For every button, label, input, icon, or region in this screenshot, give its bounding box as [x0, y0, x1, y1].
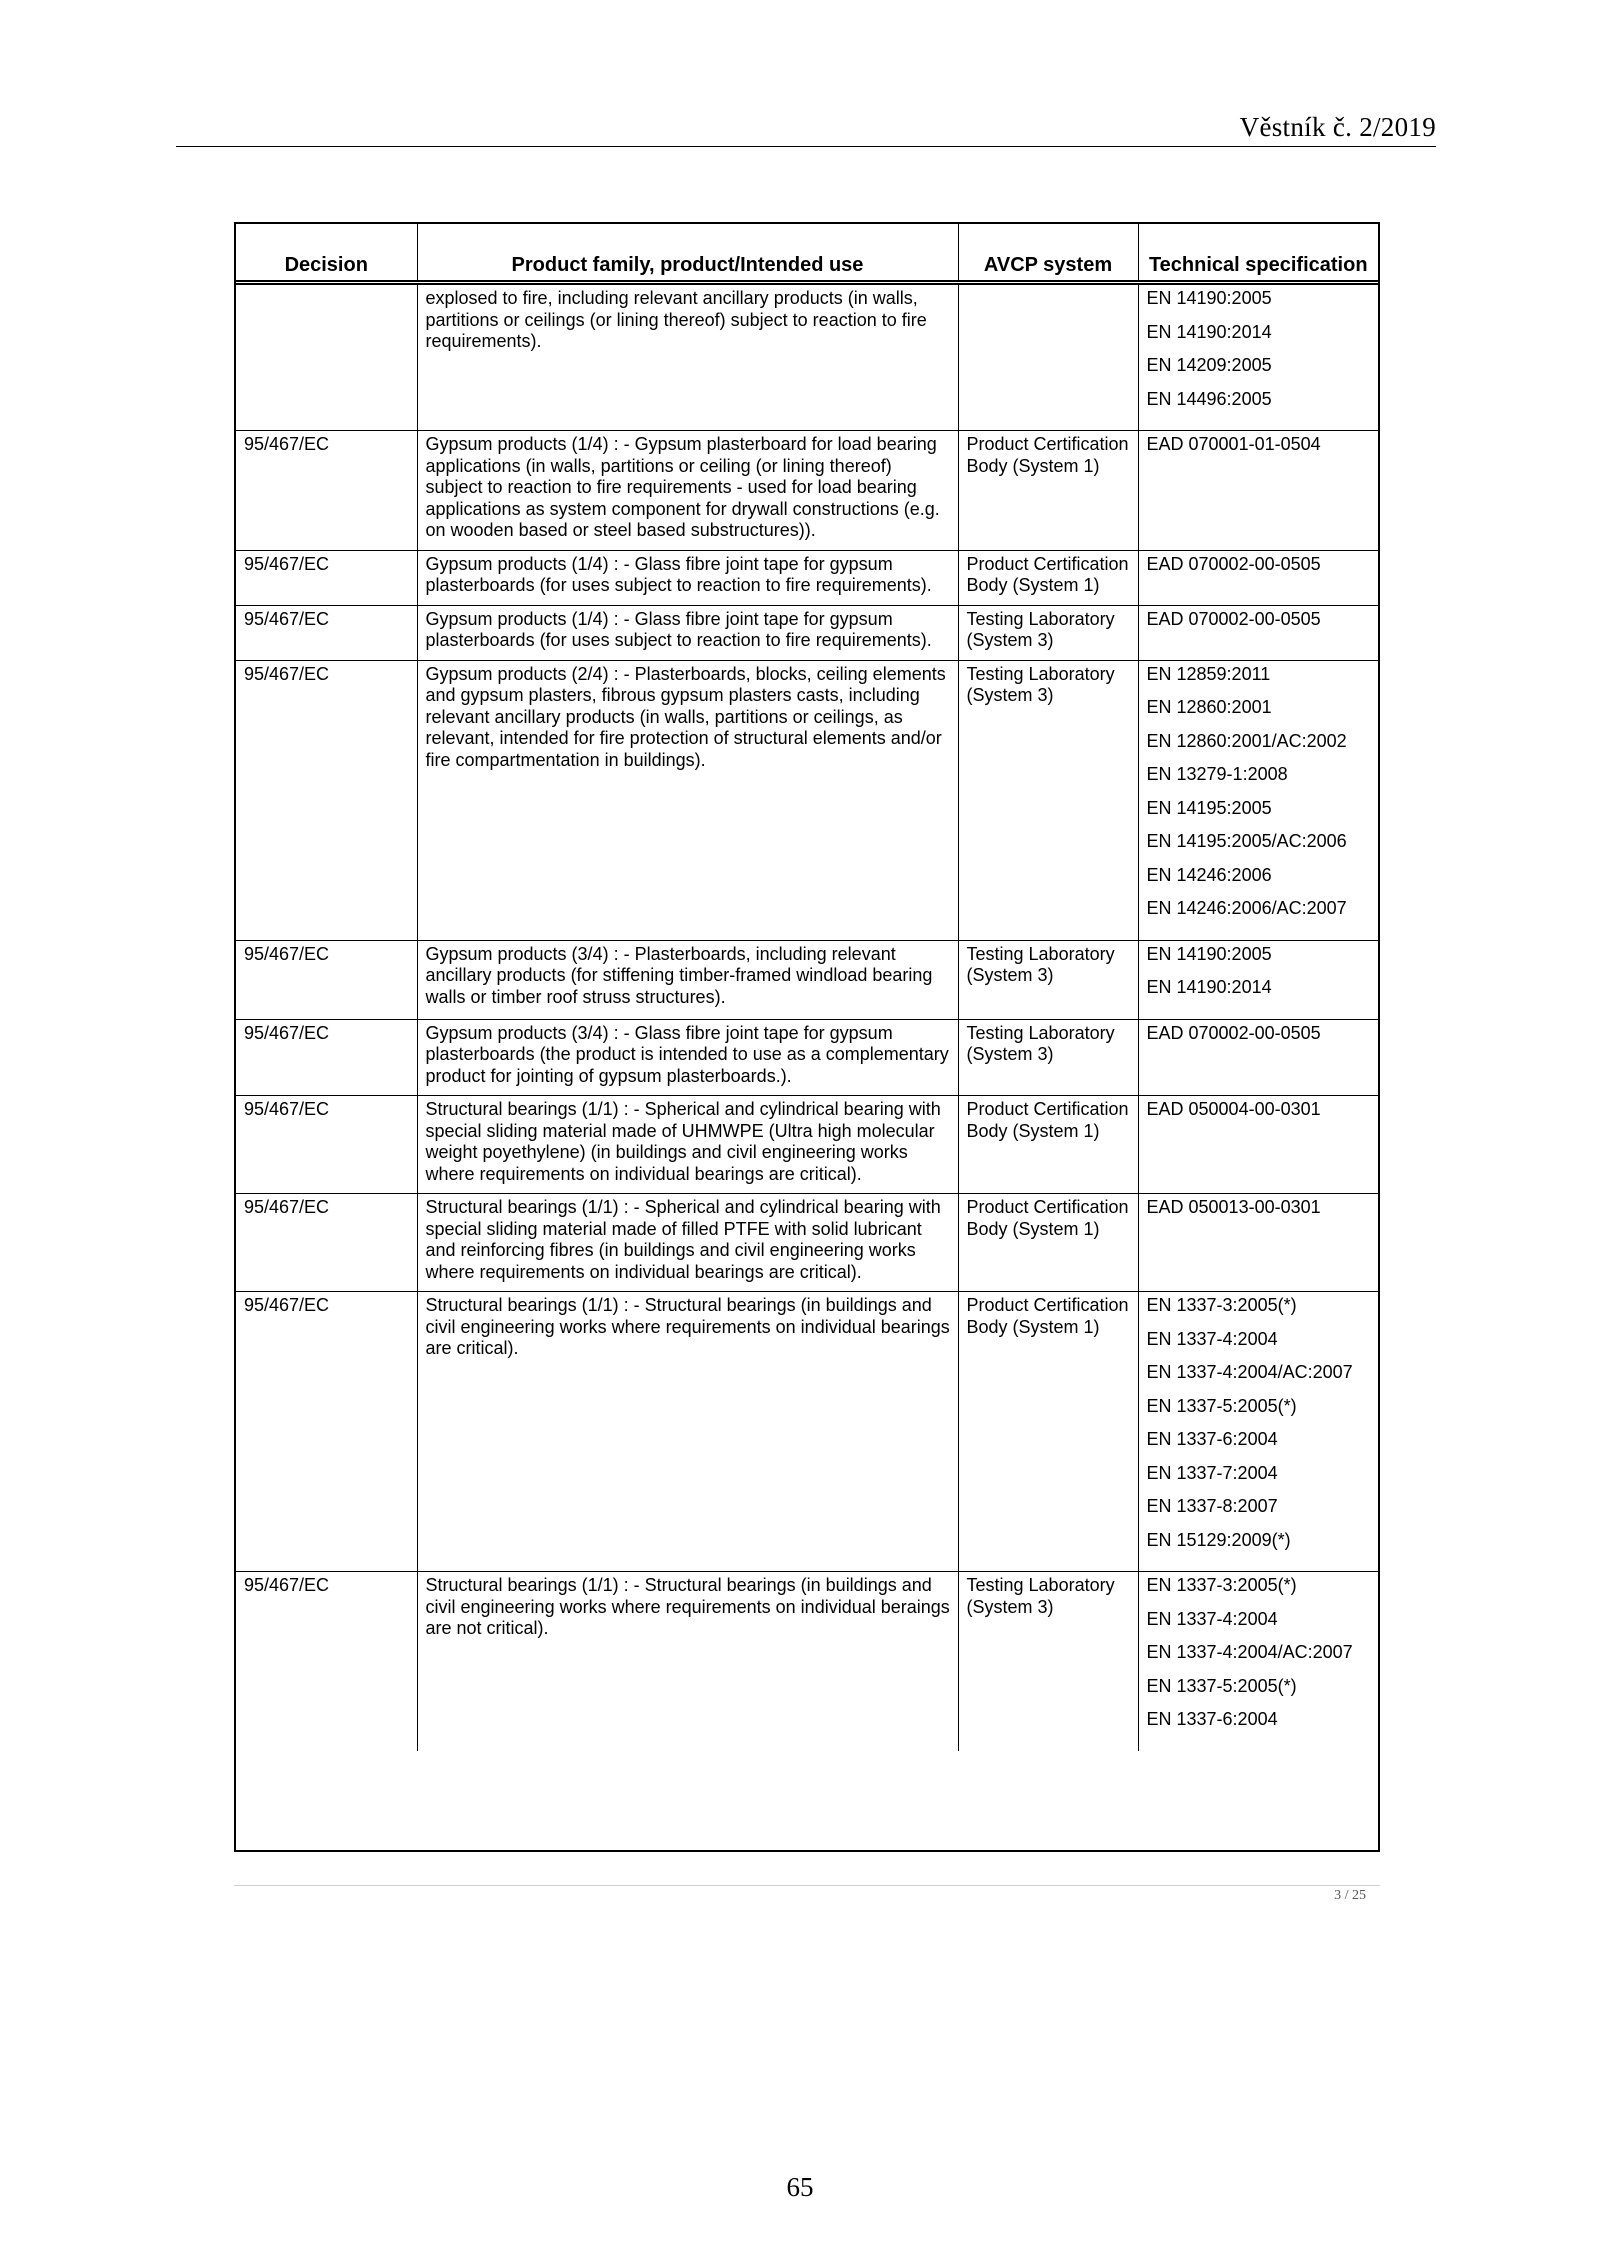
specification-item: EAD 070002-00-0505: [1146, 1022, 1321, 1043]
specification-item: EN 1337-5:2005(*): [1146, 1395, 1297, 1416]
specification-item: EN 14195:2005/AC:2006: [1146, 831, 1347, 851]
avcp-cell: Testing Laboratory (System 3): [958, 1019, 1138, 1096]
specification-item: EN 1337-7:2004: [1146, 1462, 1278, 1483]
avcp-cell: Product Certification Body (System 1): [958, 550, 1138, 605]
decision-cell: [236, 283, 417, 431]
page-of-indicator: 3 / 25: [1334, 1888, 1366, 1903]
table-header-row: [236, 224, 1378, 283]
header-avcp: AVCP system: [958, 224, 1138, 283]
decision-cell: 95/467/EC: [236, 1194, 417, 1292]
specification-item: EN 12860:2001: [1146, 697, 1272, 717]
specification-item: EN 14246:2006: [1146, 864, 1272, 885]
table-row: [236, 1292, 1378, 1572]
decision-cell: 95/467/EC: [236, 1572, 417, 1751]
specification-item: EN 14209:2005: [1146, 355, 1272, 375]
specification-item: EN 13279-1:2008: [1146, 764, 1288, 784]
specification-item: EN 15129:2009(*): [1146, 1529, 1291, 1550]
product-cell: Structural bearings (1/1) : - Structural bearings (in buildings and civil engineering works where requirements on individual beraings are not critical).: [417, 1572, 958, 1751]
specification-item: EN 14190:2005: [1146, 943, 1272, 964]
specification-item: EN 1337-8:2007: [1146, 1496, 1278, 1516]
specification-table: [236, 224, 1378, 1751]
specification-item: EAD 070001-01-0504: [1146, 434, 1321, 454]
product-cell: Structural bearings (1/1) : - Structural bearings (in buildings and civil engineering works where requirements on individual bearings are critical).: [417, 1292, 958, 1572]
avcp-cell: Product Certification Body (System 1): [958, 431, 1138, 551]
decision-cell: 95/467/EC: [236, 660, 417, 940]
decision-cell: 95/467/EC: [236, 1292, 417, 1572]
table-row: [236, 660, 1378, 940]
specification-item: EN 14190:2005: [1146, 288, 1272, 308]
table-row: [236, 1096, 1378, 1194]
product-cell: Structural bearings (1/1) : - Spherical and cylindrical bearing with special sliding material made of UHMWPE (Ultra high molecular weight poyethylene) (in buildings and civil engineering works where requirements on individual bearings are critical).: [417, 1096, 958, 1194]
specification-item: EN 1337-3:2005(*): [1146, 1295, 1297, 1315]
page-number: 65: [786, 2172, 814, 2202]
header-specification: Technical specification: [1138, 224, 1378, 283]
avcp-cell: Product Certification Body (System 1): [958, 1194, 1138, 1292]
specification-cell: [1138, 1096, 1378, 1194]
specification-cell: [1138, 550, 1378, 605]
product-cell: Gypsum products (1/4) : - Glass fibre joint tape for gypsum plasterboards (for uses subject to reaction to fire requirements).: [417, 550, 958, 605]
specification-item: EN 1337-4:2004/AC:2007: [1146, 1642, 1353, 1662]
specification-item: EAD 050013-00-0301: [1146, 1197, 1321, 1217]
specification-item: EAD 070002-00-0505: [1146, 553, 1321, 574]
product-cell: Gypsum products (3/4) : - Plasterboards, including relevant ancillary products (for stiffening timber-framed windload bearing walls or timber roof struss structures).: [417, 940, 958, 1019]
specification-cell: [1138, 605, 1378, 660]
specification-item: EN 1337-4:2004/AC:2007: [1146, 1362, 1353, 1382]
specification-cell: [1138, 940, 1378, 1019]
specification-item: EN 1337-5:2005(*): [1146, 1675, 1297, 1696]
decision-cell: 95/467/EC: [236, 1096, 417, 1194]
specification-item: EN 1337-4:2004: [1146, 1328, 1278, 1349]
avcp-cell: Product Certification Body (System 1): [958, 1292, 1138, 1572]
header-decision: Decision: [236, 224, 417, 283]
avcp-cell: Testing Laboratory (System 3): [958, 940, 1138, 1019]
decision-cell: 95/467/EC: [236, 1019, 417, 1096]
decision-cell: 95/467/EC: [236, 550, 417, 605]
avcp-cell: Testing Laboratory (System 3): [958, 1572, 1138, 1751]
specification-item: EN 14195:2005: [1146, 797, 1272, 818]
product-cell: Gypsum products (2/4) : - Plasterboards, blocks, ceiling elements and gypsum plasters, fibrous gypsum plasters casts, including relevant ancillary products (in walls, partitions or ceilings, as relevant, intended for fire protection of structural elements and/or fire compartmentation in buildings).: [417, 660, 958, 940]
table-body: [236, 283, 1378, 1751]
specification-item: EN 14190:2014: [1146, 977, 1272, 997]
product-cell: Gypsum products (1/4) : - Glass fibre joint tape for gypsum plasterboards (for uses subject to reaction to fire requirements).: [417, 605, 958, 660]
avcp-cell: Testing Laboratory (System 3): [958, 660, 1138, 940]
product-cell: explosed to fire, including relevant ancillary products (in walls, partitions or ceilings (or lining thereof) subject to reaction to fire requirements).: [417, 283, 958, 431]
decision-cell: 95/467/EC: [236, 605, 417, 660]
specification-item: EN 1337-6:2004: [1146, 1709, 1278, 1729]
avcp-cell: Product Certification Body (System 1): [958, 1096, 1138, 1194]
product-cell: Gypsum products (3/4) : - Glass fibre joint tape for gypsum plasterboards (the product is intended to use as a complementary product for jointing of gypsum plasterboards.).: [417, 1019, 958, 1096]
specification-item: EAD 050004-00-0301: [1146, 1099, 1321, 1119]
specification-item: EN 12860:2001/AC:2002: [1146, 730, 1347, 751]
table-row: [236, 431, 1378, 551]
decision-cell: 95/467/EC: [236, 431, 417, 551]
table-row: [236, 550, 1378, 605]
decision-cell: 95/467/EC: [236, 940, 417, 1019]
table-row: [236, 940, 1378, 1019]
table-row: [236, 605, 1378, 660]
specification-cell: [1138, 660, 1378, 940]
specification-cell: [1138, 431, 1378, 551]
specification-item: EN 14190:2014: [1146, 321, 1272, 342]
specification-cell: [1138, 1572, 1378, 1751]
table-row: [236, 1019, 1378, 1096]
specification-cell: [1138, 1019, 1378, 1096]
specification-item: EN 14246:2006/AC:2007: [1146, 898, 1347, 918]
avcp-cell: [958, 283, 1138, 431]
specification-cell: [1138, 1292, 1378, 1572]
header-product: Product family, product/Intended use: [417, 224, 958, 283]
specification-table-frame: [234, 222, 1380, 1852]
specification-cell: [1138, 1194, 1378, 1292]
specification-cell: [1138, 283, 1378, 431]
specification-item: EN 1337-4:2004: [1146, 1608, 1278, 1629]
specification-item: EN 1337-3:2005(*): [1146, 1575, 1297, 1595]
product-cell: Gypsum products (1/4) : - Gypsum plasterboard for load bearing applications (in walls, partitions or ceiling (or lining thereof) subject to reaction to fire requirements - used for load bearing applications as system component for drywall constructions (e.g. on wooden based or steel based substructures)).: [417, 431, 958, 551]
product-cell: Structural bearings (1/1) : - Spherical and cylindrical bearing with special sliding material made of filled PTFE with solid lubricant and reinforcing fibres (in buildings and civil engineering works where requirements on individual bearings are critical).: [417, 1194, 958, 1292]
specification-item: EN 1337-6:2004: [1146, 1429, 1278, 1449]
specification-item: EAD 070002-00-0505: [1146, 608, 1321, 629]
table-row: [236, 283, 1378, 431]
specification-item: EN 14496:2005: [1146, 388, 1272, 409]
avcp-cell: Testing Laboratory (System 3): [958, 605, 1138, 660]
footer-rule: [234, 1885, 1380, 1886]
table-row: [236, 1572, 1378, 1751]
header-rule: [176, 146, 1436, 147]
table-row: [236, 1194, 1378, 1292]
running-head: Věstník č. 2/2019: [1239, 112, 1436, 142]
specification-item: EN 12859:2011: [1146, 663, 1271, 684]
